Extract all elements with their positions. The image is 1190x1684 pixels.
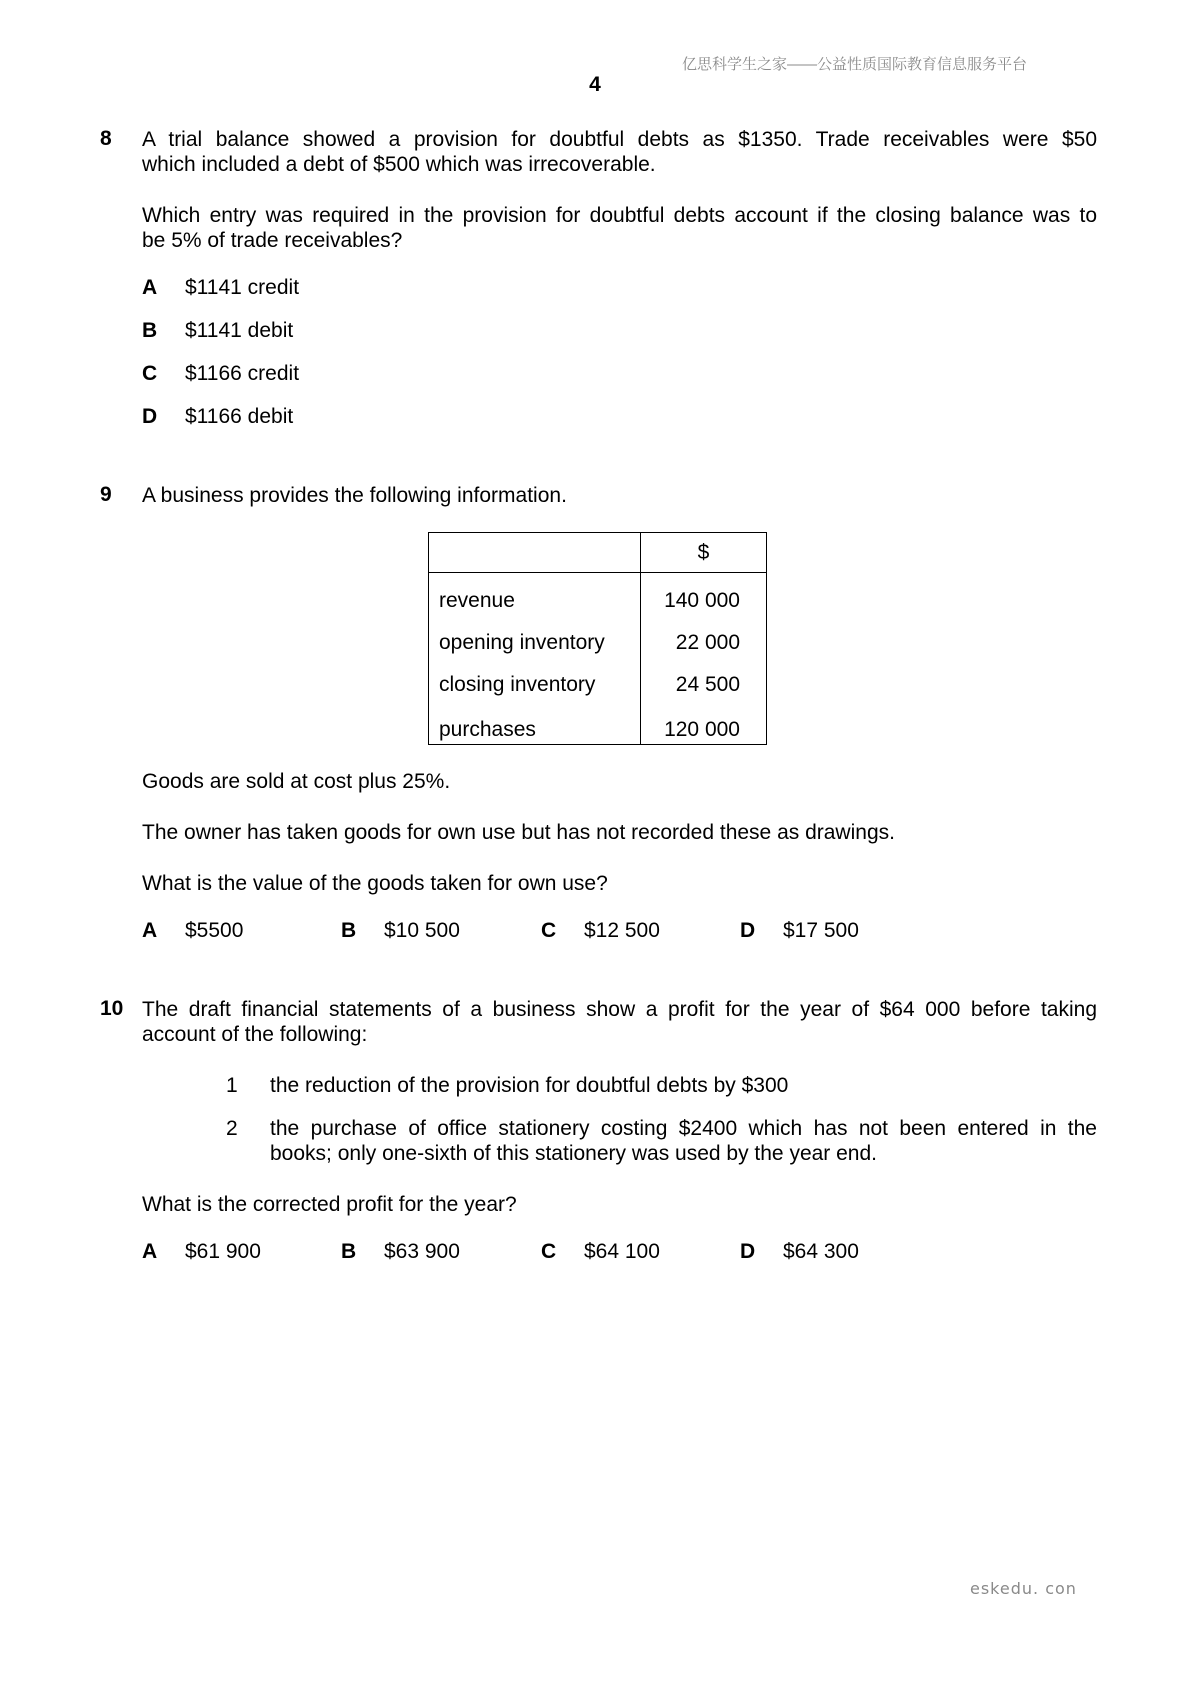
option-letter: A xyxy=(142,1240,158,1263)
question-text: account of the following: xyxy=(142,1023,368,1046)
question-text: Which entry was required in the provision for doubtful debts account if the closing balance was to xyxy=(142,204,1097,227)
option-text: $64 300 xyxy=(783,1240,859,1263)
table-cell-label: opening inventory xyxy=(429,619,641,661)
option-letter: C xyxy=(541,1240,557,1263)
option-letter: D xyxy=(142,405,158,428)
question-text: The draft financial statements of a business show a profit for the year of $64 000 before taking xyxy=(142,998,1097,1021)
option-letter: B xyxy=(142,319,158,342)
option-text: $10 500 xyxy=(384,919,460,942)
info-table xyxy=(428,532,767,745)
option-text: $1141 debit xyxy=(185,319,294,342)
list-item-number: 2 xyxy=(226,1117,238,1140)
question-text: be 5% of trade receivables? xyxy=(142,229,403,252)
question-text: What is the corrected profit for the year? xyxy=(142,1193,517,1216)
option-text: $1166 debit xyxy=(185,405,294,428)
option-letter: A xyxy=(142,919,158,942)
question-text: Goods are sold at cost plus 25%. xyxy=(142,770,451,793)
option-text: $17 500 xyxy=(783,919,859,942)
table-cell-value: 22 000 xyxy=(641,619,767,661)
option-letter: D xyxy=(740,1240,756,1263)
page-number: 4 xyxy=(589,73,601,96)
list-item-text: the purchase of office stationery costing $2400 which has not been entered in the xyxy=(270,1117,1097,1140)
option-text: $1141 credit xyxy=(185,276,300,299)
table-cell-value: 24 500 xyxy=(641,661,767,703)
question-text: The owner has taken goods for own use but has not recorded these as drawings. xyxy=(142,821,895,844)
question-text: What is the value of the goods taken for own use? xyxy=(142,872,608,895)
list-item-text: books; only one-sixth of this stationery was used by the year end. xyxy=(270,1142,878,1165)
question-number: 8 xyxy=(100,127,112,150)
option-text: $61 900 xyxy=(185,1240,261,1263)
question-text: which included a debt of $500 which was irrecoverable. xyxy=(142,153,656,176)
table-row xyxy=(429,703,767,745)
table-cell-label: revenue xyxy=(429,573,641,619)
header-watermark: 亿思科学生之家——公益性质国际教育信息服务平台 xyxy=(682,56,1028,73)
option-letter: A xyxy=(142,276,158,299)
table-header-currency: $ xyxy=(641,533,767,573)
option-letter: C xyxy=(142,362,158,385)
option-letter: D xyxy=(740,919,756,942)
list-item-text: the reduction of the provision for doubtful debts by $300 xyxy=(270,1074,789,1097)
option-letter: B xyxy=(341,919,357,942)
footer-watermark: eskedu. con xyxy=(970,1579,1077,1598)
table-row xyxy=(429,619,767,661)
question-text: A trial balance showed a provision for doubtful debts as $1350. Trade receivables were $50 xyxy=(142,128,1097,151)
table-row xyxy=(429,661,767,703)
table-cell-label: closing inventory xyxy=(429,661,641,703)
table-cell-value: 120 000 xyxy=(641,703,767,745)
table-row xyxy=(429,573,767,619)
question-text: A business provides the following information. xyxy=(142,484,567,507)
option-text: $5500 xyxy=(185,919,244,942)
option-text: $64 100 xyxy=(584,1240,660,1263)
option-letter: B xyxy=(341,1240,357,1263)
table-cell-label: purchases xyxy=(429,703,641,745)
option-text: $12 500 xyxy=(584,919,660,942)
question-number: 9 xyxy=(100,483,112,506)
list-item-number: 1 xyxy=(226,1074,238,1097)
table-header-blank xyxy=(429,533,641,573)
question-number: 10 xyxy=(100,997,124,1020)
option-letter: C xyxy=(541,919,557,942)
option-text: $1166 credit xyxy=(185,362,300,385)
table-cell-value: 140 000 xyxy=(641,573,767,619)
option-text: $63 900 xyxy=(384,1240,460,1263)
